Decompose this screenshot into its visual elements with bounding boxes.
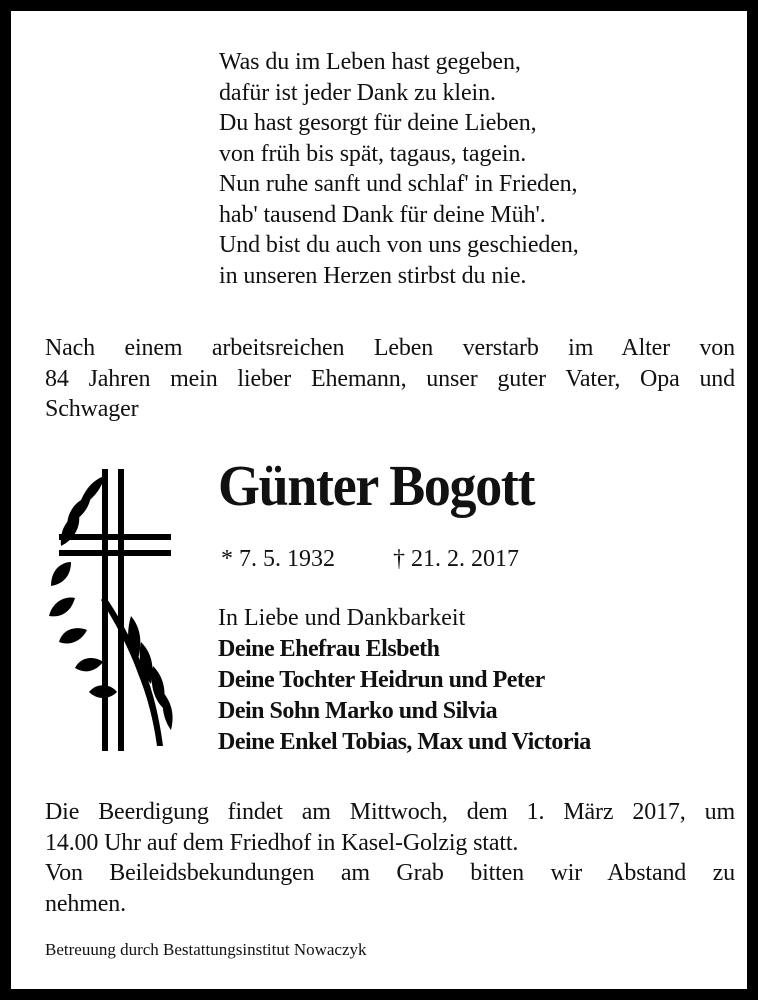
deceased-name: Günter Bogott	[218, 453, 535, 518]
mourners-list	[218, 603, 591, 758]
poem-line: hab' tausend Dank für deine Müh'.	[219, 201, 546, 228]
poem-line: Was du im Leben hast gegeben,	[219, 49, 521, 75]
funeral-information	[45, 797, 735, 919]
announcement-line: Nach einem arbeitsreichen Leben verstarb im Alter von	[45, 335, 735, 361]
funeral-line: nehmen.	[45, 890, 126, 917]
death-date: † 21. 2. 2017	[393, 546, 519, 572]
poem-line: Du hast gesorgt für deine Lieben,	[219, 110, 537, 136]
funeral-line: 14.00 Uhr auf dem Friedhof in Kasel-Golzig statt.	[45, 829, 519, 856]
poem-line: in unseren Herzen stirbst du nie.	[219, 262, 527, 289]
mourner-entry: Dein Sohn Marko und Silvia	[218, 698, 498, 724]
mourner-entry: Deine Enkel Tobias, Max und Victoria	[218, 729, 591, 755]
birth-date: * 7. 5. 1932	[221, 546, 335, 572]
life-dates	[221, 544, 519, 574]
poem-line: von früh bis spät, tagaus, tagein.	[219, 140, 527, 167]
poem-line: Nun ruhe sanft und schlaf' in Frieden,	[219, 171, 578, 197]
poem-line: Und bist du auch von uns geschieden,	[219, 232, 579, 258]
memorial-poem	[219, 47, 579, 291]
mourners-intro: In Liebe und Dankbarkeit	[218, 605, 466, 631]
death-announcement	[45, 333, 735, 425]
poem-line: dafür ist jeder Dank zu klein.	[219, 79, 496, 106]
cross-with-palm-branch-icon	[45, 466, 175, 756]
funeral-line: Von Beileidsbekundungen am Grab bitten wir Abstand zu	[45, 860, 735, 886]
announcement-line: 84 Jahren mein lieber Ehemann, unser guter Vater, Opa und	[45, 365, 735, 392]
undertaker-credit: Betreuung durch Bestattungsinstitut Nowaczyk	[45, 940, 367, 959]
mourner-entry: Deine Tochter Heidrun und Peter	[218, 667, 545, 693]
funeral-line: Die Beerdigung findet am Mittwoch, dem 1. März 2017, um	[45, 799, 735, 825]
mourner-entry: Deine Ehefrau Elsbeth	[218, 636, 440, 662]
announcement-line: Schwager	[45, 396, 139, 422]
